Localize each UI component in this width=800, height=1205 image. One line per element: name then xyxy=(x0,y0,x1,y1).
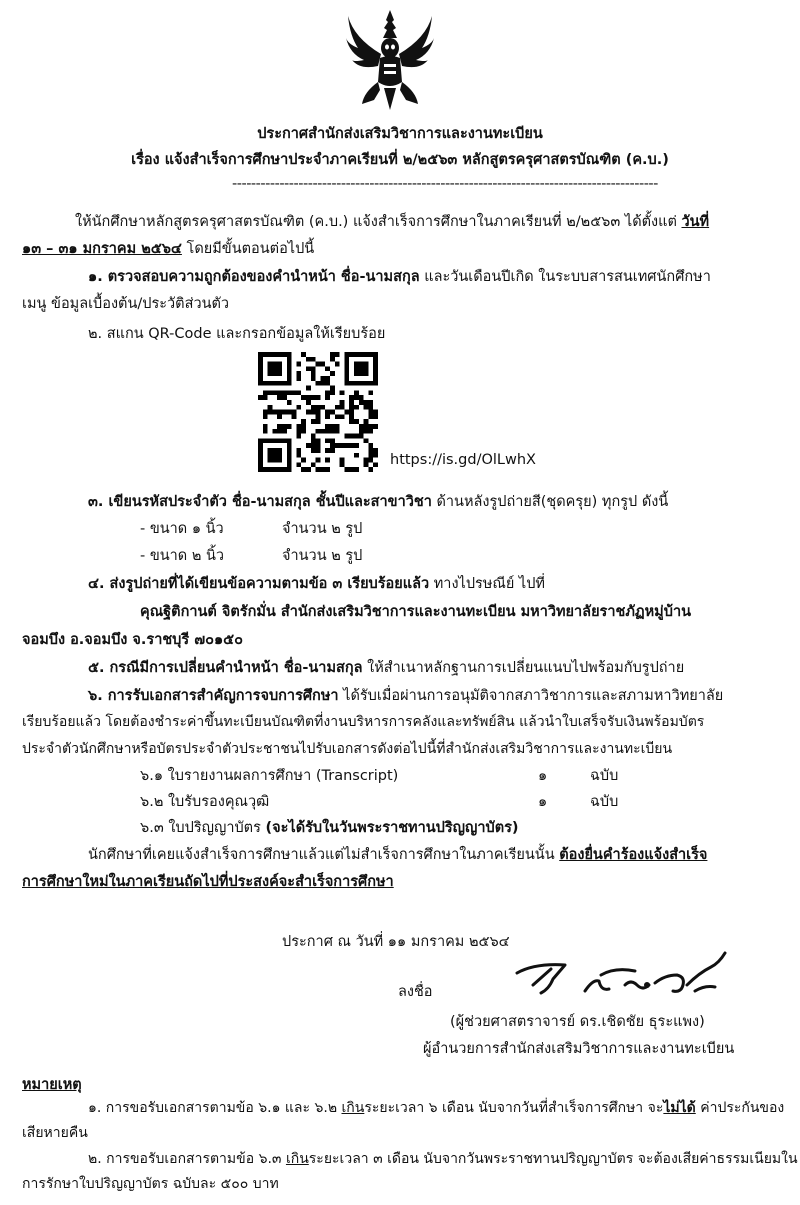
step-3 xyxy=(88,490,668,513)
step-4 xyxy=(88,572,545,595)
announce-date: ประกาศ ณ วันที่ ๑๑ มกราคม ๒๕๖๔ xyxy=(282,934,510,950)
document-subject: เรื่อง แจ้งสำเร็จการศึกษาประจำภาคเรียนที่ ๒/๒๕๖๓ หลักสูตรครุศาสตรบัณฑิต (ค.บ.) xyxy=(131,152,669,168)
remark-1-line-2: เสียหายคืน xyxy=(22,1125,88,1141)
step-3-bold: ๓. เขียนรหัสประจำตัว ชื่อ-นามสกุล ชั้นปีและสาขาวิชา xyxy=(88,494,432,510)
intro-rest: โดยมีขั้นตอนต่อไปนี้ xyxy=(186,241,315,257)
step-2: ๒. สแกน QR-Code และกรอกข้อมูลให้เรียบร้อย xyxy=(88,326,386,342)
intro-date-range: ๑๓ – ๓๑ มกราคม ๒๕๖๔ xyxy=(22,241,182,257)
document-item-1-qty: ๑ xyxy=(538,768,548,784)
document-item-2-qty: ๑ xyxy=(538,794,548,810)
intro-line-2 xyxy=(22,237,314,260)
step-6-line-3: ประจำตัวนักศึกษาหรือบัตรประจำตัวประชาชนไปรับเอกสารดังต่อไปนี้ที่สำนักส่งเสริมวิชาการและงานทะเบียน xyxy=(22,741,673,757)
remark-2-b: ระยะเวลา ๓ เดือน นับจากวันพระราชทานปริญญาบัตร จะต้องเสียค่าธรรมเนียมใน xyxy=(308,1151,798,1167)
qr-url-link[interactable]: https://is.gd/OlLwhX xyxy=(390,452,536,468)
separator-line: ------------------------------------------------------------------------------------------ xyxy=(232,176,658,192)
address-line-2: จอมบึง อ.จอมบึง จ.ราชบุรี ๗๐๑๕๐ xyxy=(22,632,244,648)
intro-date-label: วันที่ xyxy=(681,214,710,230)
document-item-3 xyxy=(140,816,519,839)
signature-icon xyxy=(505,945,745,1005)
step-1 xyxy=(88,265,711,288)
step-5-bold: ๕. กรณีมีการเปลี่ยนคำนำหน้า ชื่อ-นามสกุล xyxy=(88,660,363,676)
step-5 xyxy=(88,656,684,679)
remark-1 xyxy=(88,1097,784,1119)
step-1-rest: และวันเดือนปีเกิด ในระบบสารสนเทศนักศึกษา xyxy=(424,269,711,285)
step-6-line-2: เรียบร้อยแล้ว โดยต้องชำระค่าขึ้นทะเบียนบัณฑิตที่งานบริหารการคลังและทรัพย์สิน แล้วนำใบเสร็จรับเงินพร้อมบัตร xyxy=(22,714,705,730)
document-item-2: ๖.๒ ใบรับรองคุณวุฒิ xyxy=(140,794,270,810)
remark-1-b: ระยะเวลา ๖ เดือน นับจากวันที่สำเร็จการศึกษา xyxy=(364,1100,644,1116)
document-item-2-unit: ฉบับ xyxy=(590,794,619,810)
photo-size-2: - ขนาด ๒ นิ้ว xyxy=(140,548,225,564)
step-5-rest: ให้สำเนาหลักฐานการเปลี่ยนแนบไปพร้อมกับรูปถ่าย xyxy=(367,660,685,676)
step-1-line-2: เมนู ข้อมูลเบื้องต้น/ประวัติส่วนตัว xyxy=(22,296,230,312)
step-6-rest: ได้รับเมื่อผ่านการอนุมัติจากสภาวิชาการและสภามหาวิทยาลัย xyxy=(343,688,724,704)
document-item-3-note: (จะได้รับในวันพระราชทานปริญญาบัตร) xyxy=(265,820,519,836)
notice-line-1 xyxy=(88,843,707,866)
document-title: ประกาศสำนักส่งเสริมวิชาการและงานทะเบียน xyxy=(257,126,543,142)
remark-1-not: ไม่ได้ xyxy=(663,1100,696,1116)
remark-1-d: ค่าประกันของ xyxy=(700,1100,785,1116)
notice-text: นักศึกษาที่เคยแจ้งสำเร็จการศึกษาแล้วแต่ไม่สำเร็จการศึกษาในภาคเรียนนั้น xyxy=(88,847,555,863)
remark-2-line-2: การรักษาใบปริญญาบัตร ฉบับละ ๕๐๐ บาท xyxy=(22,1176,279,1192)
remark-1-c: จะ xyxy=(647,1100,664,1116)
qr-code-icon xyxy=(258,352,378,472)
notice-emphasis: ต้องยื่นคำร้องแจ้งสำเร็จ xyxy=(559,847,708,863)
garuda-emblem-icon xyxy=(344,8,436,112)
intro-line-1 xyxy=(75,210,709,233)
photo-size-1: - ขนาด ๑ นิ้ว xyxy=(140,521,224,537)
step-3-rest: ด้านหลังรูปถ่ายสี(ชุดครุย) ทุกรูป ดังนี้ xyxy=(436,494,669,510)
step-6 xyxy=(88,684,723,707)
remarks-heading: หมายเหตุ xyxy=(22,1077,82,1093)
step-4-rest: ทางไปรษณีย์ ไปที่ xyxy=(433,576,545,592)
intro-text: ให้นักศึกษาหลักสูตรครุศาสตรบัณฑิต (ค.บ.) แจ้งสำเร็จการศึกษาในภาคเรียนที่ ๒/๒๕๖๓ ได้ตั้งแต่ xyxy=(75,214,677,230)
address-line-1: คุณฐิติกานต์ จิตรักมั่น สำนักส่งเสริมวิชาการและงานทะเบียน มหาวิทยาลัยราชภัฏหมู่บ้าน xyxy=(140,604,691,620)
remark-1-over: เกิน xyxy=(341,1100,365,1116)
document-item-1-unit: ฉบับ xyxy=(590,768,619,784)
step-6-bold: ๖. การรับเอกสารสำคัญการจบการศึกษา xyxy=(88,688,339,704)
sign-label: ลงชื่อ xyxy=(398,984,433,1000)
remark-2 xyxy=(88,1148,798,1170)
step-1-bold: ๑. ตรวจสอบความถูกต้องของคำนำหน้า ชื่อ-นามสกุล xyxy=(88,269,420,285)
step-4-bold: ๔. ส่งรูปถ่ายที่ได้เขียนข้อความตามข้อ ๓ เรียบร้อยแล้ว xyxy=(88,576,430,592)
remark-2-over: เกิน xyxy=(285,1151,309,1167)
document-item-3-name: ๖.๓ ใบปริญญาบัตร xyxy=(140,820,261,836)
signer-name: (ผู้ช่วยศาสตราจารย์ ดร.เชิดชัย ธุระแพง) xyxy=(450,1014,705,1030)
document-item-1: ๖.๑ ใบรายงานผลการศึกษา (Transcript) xyxy=(140,768,399,784)
photo-qty-2: จำนวน ๒ รูป xyxy=(282,548,363,564)
remark-1-a: ๑. การขอรับเอกสารตามข้อ ๖.๑ และ ๖.๒ xyxy=(88,1100,338,1116)
photo-qty-1: จำนวน ๒ รูป xyxy=(282,521,363,537)
signer-position: ผู้อำนวยการสำนักส่งเสริมวิชาการและงานทะเบียน xyxy=(423,1041,735,1057)
remark-2-a: ๒. การขอรับเอกสารตามข้อ ๖.๓ xyxy=(88,1151,282,1167)
notice-line-2: การศึกษาใหม่ในภาคเรียนถัดไปที่ประสงค์จะสำเร็จการศึกษา xyxy=(22,874,394,890)
